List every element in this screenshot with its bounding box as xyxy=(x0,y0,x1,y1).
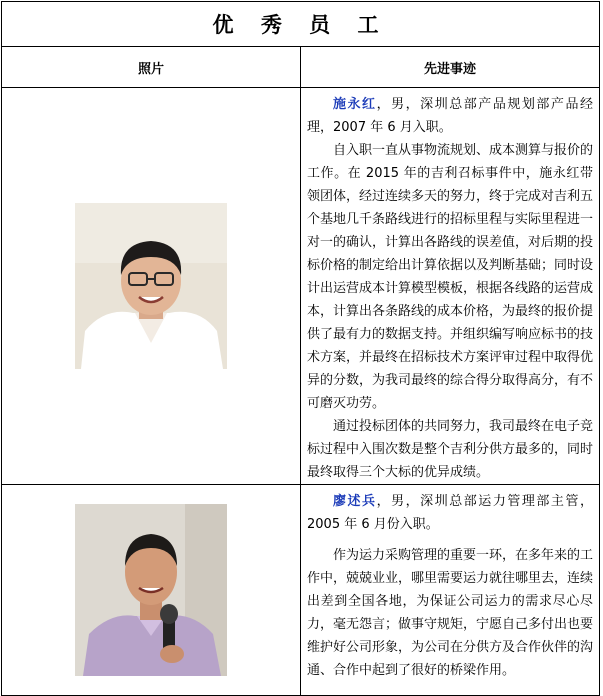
deeds-paragraph: 通过投标团体的共同努力，我司最终在电子竞标过程中入围次数是整个吉利分供方最多的，同时最终取得三个大标的优异成绩。 xyxy=(307,419,594,480)
photo-cell xyxy=(2,88,301,485)
photo-column-header: 照片 xyxy=(2,47,301,88)
employee-row xyxy=(2,485,600,696)
deeds-paragraph: 自入职一直从事物流规划、成本测算与报价的工作。在 2015 年的吉利召标事件中，施永红带领团体，经过连续多天的努力，终于完成对吉利五个基地几千条路线进行的招标里程与实际里程进一对一的确认，计算出各路线的误差值，对后期的投标价格的制定给出计算依据以及判断基础；同时设计出运营成本计算模型模板，根据各线路的运营成本，计算出各条路线的成本价格，为最终的报价提供了最有力的数据支持。并组织编写响应标书的技术方案，并最终在招标技术方案评审过程中取得优异的分数，为我司最终的综合得分取得高分，有不可磨灭功劳。 xyxy=(307,143,594,411)
deeds-cell xyxy=(301,88,600,485)
employee-name: 施永红 xyxy=(333,97,377,112)
employee-name: 廖述兵 xyxy=(333,494,377,509)
photo-cell xyxy=(2,485,301,696)
document-title: 优 秀 员 工 xyxy=(2,2,600,47)
employee-table xyxy=(1,1,600,696)
deeds-paragraph: 作为运力采购管理的重要一环，在多年来的工作中，兢兢业业，哪里需要运力就往哪里去，连续出差到全国各地，为保证公司运力的需求尽心尽力，毫无怨言；做事守规矩，宁愿自己多付出也要维护好公司形象，为公司在分供方及合作伙伴的沟通、合作中起到了很好的桥梁作用。 xyxy=(307,548,594,678)
employee-intro: 施永红，男，深圳总部产品规划部产品经理，2007 年 6 月入职。 xyxy=(307,97,593,135)
employee-row xyxy=(2,88,600,485)
employee-photo xyxy=(75,203,227,369)
employee-intro: 廖述兵，男，深圳总部运力管理部主管，2005 年 6 月份入职。 xyxy=(307,494,593,532)
deeds-column-header: 先进事迹 xyxy=(301,47,600,88)
deeds-cell xyxy=(301,485,600,696)
employee-photo xyxy=(75,504,227,676)
